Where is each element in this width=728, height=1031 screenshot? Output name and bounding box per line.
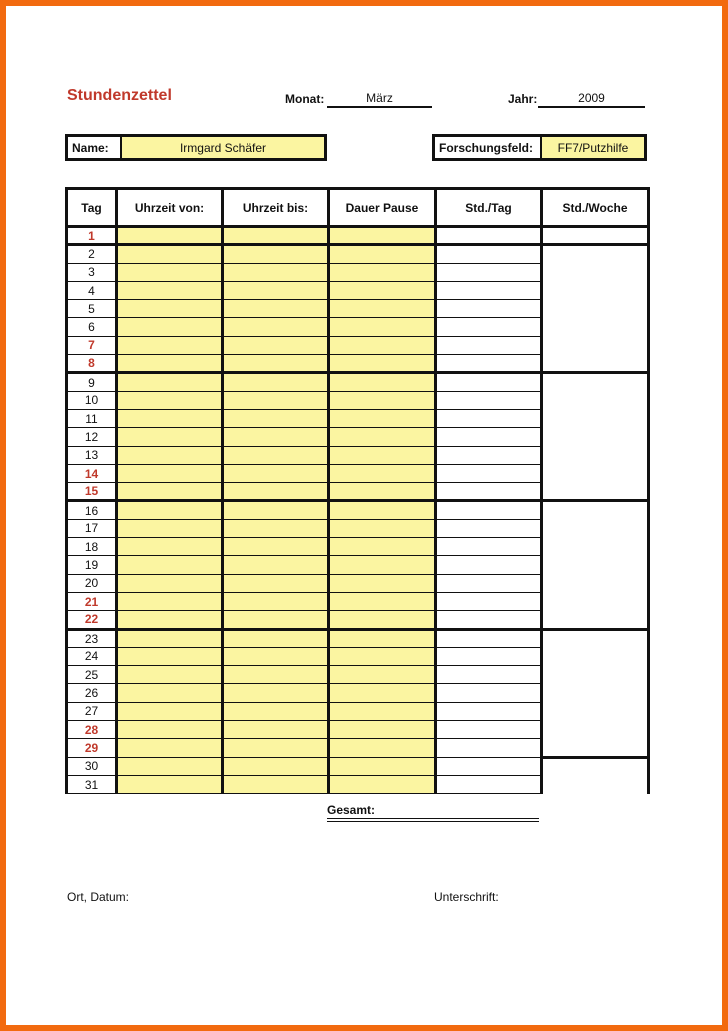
hours-per-day-cell[interactable] [436, 629, 542, 647]
break-cell[interactable] [329, 373, 436, 391]
day-number: 16 [67, 501, 117, 519]
time-from-cell[interactable] [117, 355, 223, 373]
time-to-cell[interactable] [223, 702, 329, 720]
time-to-cell[interactable] [223, 629, 329, 647]
time-from-cell[interactable] [117, 647, 223, 665]
month-label: Monat: [285, 92, 325, 106]
day-number: 4 [67, 281, 117, 299]
hours-per-day-cell[interactable] [436, 464, 542, 482]
research-field-label: Forschungsfeld: [435, 137, 542, 158]
time-to-cell[interactable] [223, 355, 329, 373]
break-cell[interactable] [329, 464, 436, 482]
day-number: 12 [67, 428, 117, 446]
day-number: 25 [67, 666, 117, 684]
hours-per-day-cell[interactable] [436, 373, 542, 391]
time-to-cell[interactable] [223, 281, 329, 299]
day-number: 7 [67, 336, 117, 354]
time-to-cell[interactable] [223, 538, 329, 556]
break-cell[interactable] [329, 721, 436, 739]
time-from-cell[interactable] [117, 300, 223, 318]
table-row [67, 373, 649, 391]
hours-per-week-cell[interactable] [542, 373, 649, 501]
hours-per-day-cell[interactable] [436, 556, 542, 574]
table-row [67, 501, 649, 519]
day-number: 21 [67, 592, 117, 610]
time-from-cell[interactable] [117, 556, 223, 574]
hours-per-week-cell[interactable] [542, 501, 649, 629]
time-to-cell[interactable] [223, 227, 329, 245]
day-number: 11 [67, 409, 117, 427]
break-cell[interactable] [329, 666, 436, 684]
time-from-cell[interactable] [117, 629, 223, 647]
time-to-cell[interactable] [223, 446, 329, 464]
hours-per-day-cell[interactable] [436, 739, 542, 757]
table-row [67, 245, 649, 263]
time-to-cell[interactable] [223, 245, 329, 263]
hours-per-day-cell[interactable] [436, 721, 542, 739]
break-cell[interactable] [329, 757, 436, 775]
hours-per-day-cell[interactable] [436, 757, 542, 775]
hours-per-week-cell[interactable] [542, 227, 649, 245]
day-number: 30 [67, 757, 117, 775]
time-from-cell[interactable] [117, 483, 223, 501]
day-number: 29 [67, 739, 117, 757]
day-number: 1 [67, 227, 117, 245]
month-field[interactable]: März [327, 91, 432, 108]
name-label: Name: [68, 137, 122, 158]
break-cell[interactable] [329, 629, 436, 647]
column-header-day: Tag [67, 189, 117, 227]
table-row [67, 757, 649, 775]
day-number: 3 [67, 263, 117, 281]
hours-per-day-cell[interactable] [436, 483, 542, 501]
table-row [67, 227, 649, 245]
time-from-cell[interactable] [117, 775, 223, 793]
time-to-cell[interactable] [223, 501, 329, 519]
research-field-box [432, 134, 647, 161]
break-cell[interactable] [329, 739, 436, 757]
break-cell[interactable] [329, 611, 436, 629]
break-cell[interactable] [329, 775, 436, 793]
break-cell[interactable] [329, 281, 436, 299]
hours-per-day-cell[interactable] [436, 245, 542, 263]
time-to-cell[interactable] [223, 666, 329, 684]
time-to-cell[interactable] [223, 519, 329, 537]
name-field[interactable]: Irmgard Schäfer [122, 137, 324, 158]
hours-per-day-cell[interactable] [436, 702, 542, 720]
break-cell[interactable] [329, 409, 436, 427]
time-from-cell[interactable] [117, 464, 223, 482]
break-cell[interactable] [329, 245, 436, 263]
time-to-cell[interactable] [223, 739, 329, 757]
hours-per-day-cell[interactable] [436, 647, 542, 665]
time-from-cell[interactable] [117, 227, 223, 245]
hours-per-day-cell[interactable] [436, 775, 542, 793]
hours-per-day-cell[interactable] [436, 446, 542, 464]
year-label: Jahr: [508, 92, 538, 106]
hours-per-day-cell[interactable] [436, 611, 542, 629]
break-cell[interactable] [329, 483, 436, 501]
break-cell[interactable] [329, 684, 436, 702]
hours-per-day-cell[interactable] [436, 336, 542, 354]
time-from-cell[interactable] [117, 592, 223, 610]
day-number: 23 [67, 629, 117, 647]
hours-per-day-cell[interactable] [436, 318, 542, 336]
hours-per-day-cell[interactable] [436, 592, 542, 610]
break-cell[interactable] [329, 428, 436, 446]
time-to-cell[interactable] [223, 318, 329, 336]
time-from-cell[interactable] [117, 721, 223, 739]
time-from-cell[interactable] [117, 245, 223, 263]
time-from-cell[interactable] [117, 702, 223, 720]
time-from-cell[interactable] [117, 373, 223, 391]
time-from-cell[interactable] [117, 757, 223, 775]
time-from-cell[interactable] [117, 318, 223, 336]
time-from-cell[interactable] [117, 409, 223, 427]
break-cell[interactable] [329, 592, 436, 610]
hours-per-week-cell[interactable] [542, 629, 649, 757]
time-to-cell[interactable] [223, 300, 329, 318]
time-to-cell[interactable] [223, 464, 329, 482]
column-header-time-from: Uhrzeit von: [117, 189, 223, 227]
day-number: 5 [67, 300, 117, 318]
hours-per-day-cell[interactable] [436, 538, 542, 556]
hours-per-day-cell[interactable] [436, 391, 542, 409]
time-from-cell[interactable] [117, 446, 223, 464]
day-number: 15 [67, 483, 117, 501]
day-number: 2 [67, 245, 117, 263]
hours-per-day-cell[interactable] [436, 428, 542, 446]
column-header-break-duration: Dauer Pause [329, 189, 436, 227]
time-from-cell[interactable] [117, 391, 223, 409]
place-date-label: Ort, Datum: [67, 890, 130, 904]
column-header-hours-per-day: Std./Tag [436, 189, 542, 227]
time-to-cell[interactable] [223, 574, 329, 592]
day-number: 6 [67, 318, 117, 336]
year-field[interactable]: 2009 [538, 91, 645, 108]
time-to-cell[interactable] [223, 428, 329, 446]
hours-per-day-cell[interactable] [436, 355, 542, 373]
time-to-cell[interactable] [223, 263, 329, 281]
break-cell[interactable] [329, 538, 436, 556]
total-label: Gesamt: [327, 803, 539, 822]
time-to-cell[interactable] [223, 483, 329, 501]
time-to-cell[interactable] [223, 611, 329, 629]
time-to-cell[interactable] [223, 775, 329, 793]
time-from-cell[interactable] [117, 428, 223, 446]
break-cell[interactable] [329, 574, 436, 592]
day-number: 22 [67, 611, 117, 629]
hours-per-day-cell[interactable] [436, 519, 542, 537]
day-number: 27 [67, 702, 117, 720]
hours-per-week-cell[interactable] [542, 245, 649, 373]
break-cell[interactable] [329, 501, 436, 519]
time-from-cell[interactable] [117, 336, 223, 354]
hours-per-day-cell[interactable] [436, 263, 542, 281]
page-title: Stundenzettel [67, 87, 172, 104]
table-row [67, 629, 649, 647]
time-to-cell[interactable] [223, 556, 329, 574]
day-number: 17 [67, 519, 117, 537]
time-to-cell[interactable] [223, 336, 329, 354]
day-number: 24 [67, 647, 117, 665]
time-from-cell[interactable] [117, 501, 223, 519]
time-to-cell[interactable] [223, 373, 329, 391]
hours-per-day-cell[interactable] [436, 501, 542, 519]
hours-per-day-cell[interactable] [436, 281, 542, 299]
hours-per-day-cell[interactable] [436, 666, 542, 684]
name-box [65, 134, 327, 161]
day-number: 8 [67, 355, 117, 373]
time-from-cell[interactable] [117, 519, 223, 537]
hours-per-day-cell[interactable] [436, 300, 542, 318]
break-cell[interactable] [329, 263, 436, 281]
break-cell[interactable] [329, 355, 436, 373]
time-from-cell[interactable] [117, 574, 223, 592]
time-to-cell[interactable] [223, 721, 329, 739]
column-header-time-to: Uhrzeit bis: [223, 189, 329, 227]
time-to-cell[interactable] [223, 409, 329, 427]
day-number: 31 [67, 775, 117, 793]
hours-per-day-cell[interactable] [436, 227, 542, 245]
time-from-cell[interactable] [117, 611, 223, 629]
time-from-cell[interactable] [117, 263, 223, 281]
time-from-cell[interactable] [117, 739, 223, 757]
break-cell[interactable] [329, 300, 436, 318]
break-cell[interactable] [329, 702, 436, 720]
time-to-cell[interactable] [223, 647, 329, 665]
time-from-cell[interactable] [117, 281, 223, 299]
column-header-hours-per-week: Std./Woche [542, 189, 649, 227]
break-cell[interactable] [329, 227, 436, 245]
day-number: 10 [67, 391, 117, 409]
day-number: 18 [67, 538, 117, 556]
timesheet-table [65, 187, 650, 794]
hours-per-week-cell[interactable] [542, 757, 649, 794]
hours-per-day-cell[interactable] [436, 574, 542, 592]
break-cell[interactable] [329, 336, 436, 354]
break-cell[interactable] [329, 647, 436, 665]
time-to-cell[interactable] [223, 391, 329, 409]
day-number: 20 [67, 574, 117, 592]
hours-per-day-cell[interactable] [436, 409, 542, 427]
research-field-value[interactable]: FF7/Putzhilfe [542, 137, 644, 158]
day-number: 9 [67, 373, 117, 391]
break-cell[interactable] [329, 519, 436, 537]
break-cell[interactable] [329, 391, 436, 409]
time-from-cell[interactable] [117, 538, 223, 556]
time-to-cell[interactable] [223, 684, 329, 702]
day-number: 14 [67, 464, 117, 482]
time-to-cell[interactable] [223, 592, 329, 610]
break-cell[interactable] [329, 446, 436, 464]
day-number: 26 [67, 684, 117, 702]
signature-label: Unterschrift: [434, 890, 499, 904]
hours-per-day-cell[interactable] [436, 684, 542, 702]
day-number: 13 [67, 446, 117, 464]
time-from-cell[interactable] [117, 666, 223, 684]
break-cell[interactable] [329, 318, 436, 336]
day-number: 19 [67, 556, 117, 574]
time-to-cell[interactable] [223, 757, 329, 775]
break-cell[interactable] [329, 556, 436, 574]
day-number: 28 [67, 721, 117, 739]
time-from-cell[interactable] [117, 684, 223, 702]
